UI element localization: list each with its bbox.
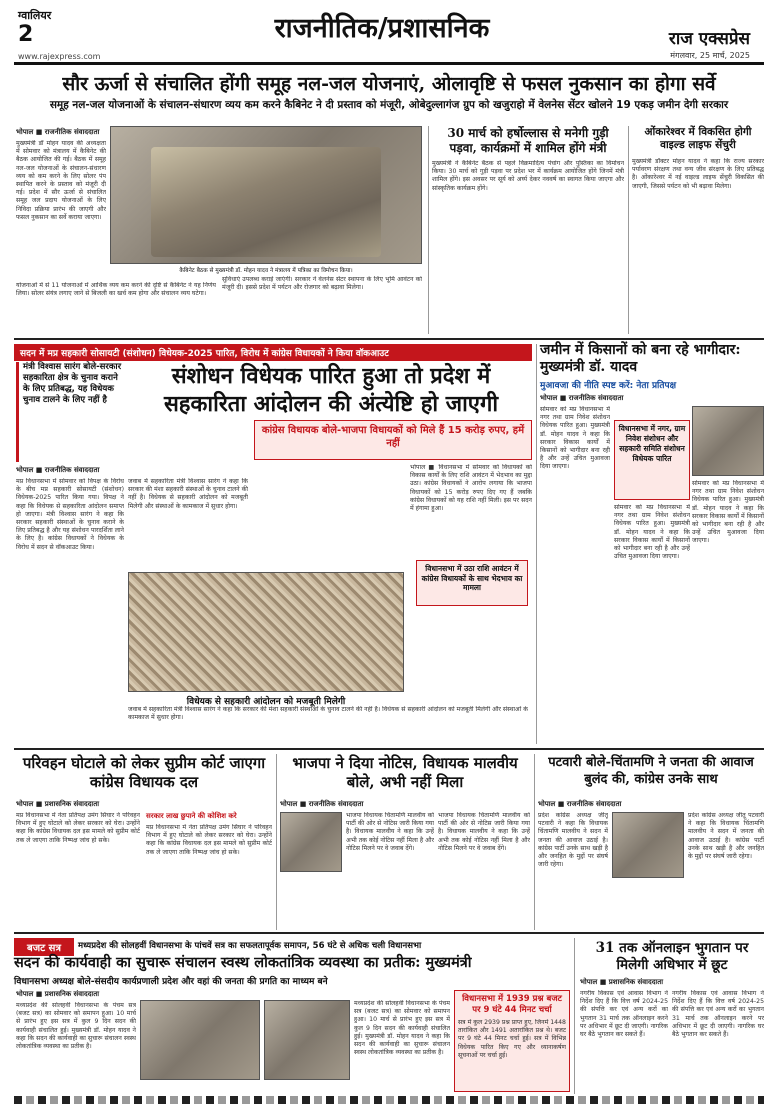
lead-headline: सौर ऊर्जा से संचालित होंगी समूह नल-जल योजनाएं, ओलावृष्टि से फसल नुकसान का होगा सर्वे <box>62 73 716 95</box>
payments-headline: 31 तक ऑनलाइन भुगतान पर मिलेगी अधिभार में छूट <box>595 940 749 973</box>
patwari-body: प्रदेश कांग्रेस अध्यक्ष जीतू पटवारी ने कहा कि विधायक चिंतामणि मालवीय ने सदन में जनता की आवाज उठाई है। कांग्रेस पार्टी उनके साथ खड़ी है और जनहित के मुद्दों पर संघर्ष जारी रहेगा। <box>538 812 608 869</box>
column-divider <box>628 126 629 334</box>
gudipadwa-headline: 30 मार्च को हर्षोल्लास से मनेगी गुड़ी पड़वा, कार्यक्रमों में शामिल होंगे मंत्री <box>447 126 609 155</box>
bjp-notice-headline: भाजपा ने दिया नोटिस, विधायक मालवीय बोले, अभी नहीं मिला <box>292 754 518 791</box>
cooperative-caption-body: जवाब में सहकारिता मंत्री विश्वास सारंग ने कहा कि सरकार की मंशा सहकारी संस्थाओं के चुनाव टालने की नहीं है। विधेयक से सहकारी आंदोलन को मजबूती मिलेगी और संस्थाओं के कामकाज में सुधार होगा। <box>128 706 528 722</box>
cooperative-photo-caption: विधेयक से सहकारी आंदोलन को मजबूती मिलेगी <box>186 697 346 707</box>
congress-box <box>254 420 532 460</box>
transport-red-label: सरकार लाख छुपाने की कोशिश करे <box>146 812 237 820</box>
lead-body-3: सुविधाएं उपलब्ध कराई जाएंगी। सरकार ने वेलनेस सेंटर स्थापना के लिए भूमि आवंटन को मंजूरी दी। इससे प्रदेश में पर्यटन और रोजगार को बढ़ावा मिलेगा। <box>222 276 422 292</box>
land-box: विधानसभा में नगर, ग्राम निवेश संशोधन और सहकारी समिति संशोधन विधेयक पारित <box>614 420 690 500</box>
lead-body-2: योजनाओं में से 11 योजनाओं में आर्थिक व्यय कम करने की दृष्टि से कैबिनेट ने यह निर्णय लिया। सोलर संयंत्र लगाए जाने से बिजली का खर्च कम होगा और संचालन व्यय घटेगा। <box>16 282 216 298</box>
lead-body: मुख्यमंत्री डॉ मोहन यादव की अध्यक्षता में सोमवार को मंत्रालय में कैबिनेट की बैठक आयोजित की गई। बैठक में समूह नल-जल योजनाओं के संचालन-संधारण व्यय को कम करने के लिए सोलर पंप स्थापित करने के प्रस्ताव को मंजूरी दी गई। प्रदेश में सौर ऊर्जा से संचालित समूह जल प्रदाय योजनाओं के लिए निविदा प्रक्रिया प्रारंभ की जाएगी और फसल नुकसान का सर्वे कराया जाएगा। <box>16 140 106 221</box>
transport-headline: परिवहन घोटाले को लेकर सुप्रीम कोर्ट जाएगा कांग्रेस विधायक दल <box>22 754 266 791</box>
patwari-body-2: प्रदेश कांग्रेस अध्यक्ष जीतू पटवारी ने कहा कि विधायक चिंतामणि मालवीय ने सदन में जनता की आवाज उठाई है। कांग्रेस पार्टी उनके साथ खड़ी है और जनहित के मुद्दों पर संघर्ष जारी रहेगा। <box>688 812 764 861</box>
payments-byline: भोपाल ■ प्रशासनिक संवाददाता <box>580 978 664 986</box>
bjp-notice-photo <box>280 812 342 872</box>
cooperative-byline: भोपाल ■ राजनीतिक संवाददाता <box>16 466 100 474</box>
section-rule <box>14 748 764 750</box>
lead-subheadline: समूह नल-जल योजनाओं के संचालन-संधारण व्यय कम करने कैबिनेट ने दी प्रस्ताव को मंजूरी, ओबेदुल्लागंज ग्रुप को खजुराहो में वेलनेस सेंटर खोलने 19 एकड़ जमीन देगी सरकार <box>49 99 729 111</box>
page-number: 2 <box>18 22 34 47</box>
cooperative-quote: मंत्री विश्वास सारंग बोले-सरकार सहकारिता क्षेत्र के चुनाव कराने के लिए प्रतिबद्ध, यह विधेयक चुनाव टालने के लिए नहीं है <box>16 362 124 462</box>
section-rule <box>14 338 764 340</box>
patwari-photo <box>612 812 684 878</box>
bjp-notice-byline: भोपाल ■ राजनीतिक संवाददाता <box>280 800 364 808</box>
land-photo <box>692 406 764 476</box>
omkareshwar-headline: ओंकारेश्वर में विकसित होगी वाइल्ड लाइफ सेंचुरी <box>644 126 752 151</box>
payments-body: नगरीय विकास एवं आवास विभाग ने निर्देश दिए हैं कि वित्त वर्ष 2024-25 की संपत्ति कर एवं अन्य करों का भुगतान 31 मार्च तक ऑनलाइन करने पर अधिभार में छूट दी जाएगी। नागरिक घर बैठे भुगतान कर सकते हैं। <box>580 990 668 1039</box>
masthead-rule <box>14 62 764 65</box>
land-body: सोमवार को मप्र विधानसभा में नगर तथा ग्राम निवेश संशोधन विधेयक पारित हुआ। मुख्यमंत्री डॉ. मोहन यादव ने कहा कि सरकार विकास कार्यों में किसानों को भागीदार बना रही है और उन्हें उचित मुआवजा दिया जाएगा। <box>540 406 610 471</box>
session-subhead: विधानसभा अध्यक्ष बोले-संसदीय कार्यप्रणाली प्रदेश और वहां की जनता की प्रगति का माध्यम बने <box>14 977 328 987</box>
section-rule <box>14 932 764 934</box>
session-photo-1 <box>140 1000 260 1080</box>
bjp-notice-body: भाजपा विधायक चिंतामणि मालवीय को पार्टी की ओर से नोटिस जारी किया गया है। विधायक मालवीय ने कहा कि उन्हें अभी तक कोई नोटिस नहीं मिला है और नोटिस मिलने पर वे जवाब देंगे। <box>346 812 434 852</box>
brand-logo: राज एक्सप्रेस <box>668 29 750 49</box>
gudipadwa-body: मुख्यमंत्री ने कैबिनेट बैठक से पहले विक्रमादित्य पंचांग और पुस्तिका का विमोचन किया। 30 मार्च को गुड़ी पड़वा पर प्रदेश भर में कार्यक्रम आयोजित होंगे जिनमें मंत्री शामिल होंगे। इस अवसर पर सूर्य को अर्घ्य देकर नववर्ष का स्वागत किया जाएगा और सांस्कृतिक कार्यक्रम होंगे। <box>432 160 624 192</box>
land-body-3: सोमवार को मप्र विधानसभा में नगर तथा ग्राम निवेश संशोधन विधेयक पारित हुआ। मुख्यमंत्री डॉ. मोहन यादव ने कहा कि सरकार विकास कार्यों में किसानों को भागीदार बना रही है और उन्हें उचित मुआवजा दिया जाएगा। <box>692 480 764 545</box>
session-tag: बजट सत्र <box>14 938 74 956</box>
transport-body-2: मप्र विधानसभा में नेता प्रतिपक्ष उमंग सिंघार ने परिवहन विभाग में हुए घोटाले को लेकर सरकार को घेरा। उन्होंने कहा कि कांग्रेस विधायक दल इस मामले को सुप्रीम कोर्ट तक ले जाएगा ताकि निष्पक्ष जांच हो सके। <box>146 824 272 856</box>
column-divider <box>536 344 537 744</box>
land-subhead: मुआवजा की नीति स्पष्ट करें: नेता प्रतिपक्ष <box>540 381 677 391</box>
patwari-byline: भोपाल ■ राजनीतिक संवाददाता <box>538 800 622 808</box>
issue-date: मंगलवार, 25 मार्च, 2025 <box>670 51 750 60</box>
session-budget-box-title: विधानसभा में 1939 प्रश्न बजट पर 9 घंटे 44 मिनट चर्चा <box>462 994 562 1015</box>
cooperative-body-2: जवाब में सहकारिता मंत्री विश्वास सारंग ने कहा कि सरकार की मंशा सहकारी संस्थाओं के चुनाव टालने की नहीं है। विधेयक से सहकारी आंदोलन को मजबूती मिलेगी और संस्थाओं के कामकाज में सुधार होगा। <box>128 478 248 510</box>
session-body: मध्यप्रदेश की सोलहवीं विधानसभा के पंचम सत्र (बजट सत्र) का सोमवार को समापन हुआ। 10 मार्च से प्रारंभ हुए इस सत्र में कुल 9 दिन सदन की कार्यवाही संचालित हुई। मुख्यमंत्री डॉ. मोहन यादव ने कहा कि सदन की कार्यवाही का सुचारू संचालन स्वस्थ लोकतांत्रिक व्यवस्था का प्रतीक है। <box>16 1002 136 1051</box>
lead-photo-caption: कैबिनेट बैठक से मुख्यमंत्री डॉ. मोहन यादव ने मंत्रालय में पत्रिका का विमोचन किया। <box>179 268 353 274</box>
cooperative-red-strip: सदन में मप्र सहकारी सोसायटी (संशोधन) विधेयक-2025 पारित, विरोध में कांग्रेस विधायकों ने किया वॉकआउट <box>14 344 532 361</box>
session-body-2: मध्यप्रदेश की सोलहवीं विधानसभा के पंचम सत्र (बजट सत्र) का सोमवार को समापन हुआ। 10 मार्च से प्रारंभ हुए इस सत्र में कुल 9 दिन सदन की कार्यवाही संचालित हुई। मुख्यमंत्री डॉ. मोहन यादव ने कहा कि सदन की कार्यवाही का सुचारू संचालन स्वस्थ लोकतांत्रिक व्यवस्था का प्रतीक है। <box>354 1000 450 1057</box>
session-strip: मध्यप्रदेश की सोलहवीं विधानसभा के पांचवें सत्र का सफलतापूर्वक समापन, 56 घंटे से अधिक चली विधानसभा <box>78 941 422 951</box>
congress-body: भोपाल ■ विधानसभा में सोमवार को विधायकों को विकास कार्यों के लिए राशि आवंटन में भेदभाव का मुद्दा उठा। कांग्रेस विधायकों ने आरोप लगाया कि भाजपा विधायकों को 15 करोड़ रुपए दिए गए हैं जबकि कांग्रेस विधायकों को यह राशि नहीं मिली। इस पर सदन में हंगामा हुआ। <box>410 464 532 513</box>
cooperative-photo <box>128 572 404 692</box>
lead-byline: भोपाल ■ राजनीतिक संवाददाता <box>16 128 100 136</box>
column-divider <box>534 754 535 930</box>
website-link[interactable]: www.rajexpress.com <box>18 52 101 61</box>
omkareshwar-body: मुख्यमंत्री डॉक्टर मोहन यादव ने कहा कि राज्य सरकार पर्यावरण संरक्षण तथा वन्य जीव संरक्षण के लिए प्रतिबद्ध है। ओंकारेश्वर में नई वाइल्ड लाइफ सेंचुरी विकसित की जाएगी, जिससे पर्यटन को भी बढ़ावा मिलेगा। <box>632 158 764 190</box>
column-divider <box>574 938 575 1094</box>
patwari-headline: पटवारी बोले-चिंतामणि ने जनता की आवाज बुलंद की, कांग्रेस उनके साथ <box>548 755 754 787</box>
cooperative-body: मप्र विधानसभा में सोमवार को विपक्ष के विरोध के बीच मप्र सहकारी सोसायटी (संशोधन) विधेयक-2025 पारित किया गया। विपक्ष ने कहा कि विधेयक से सहकारिता आंदोलन समाप्त हो जाएगा। मंत्री विश्वास सारंग ने कहा कि सरकार सहकारी संस्थाओं के चुनाव कराने के लिए प्रतिबद्ध है और यह संशोधन पारदर्शिता लाने के लिए है। कांग्रेस विधायकों ने विधेयक के विरोध में सदन से वॉकआउट किया। <box>16 478 124 551</box>
congress-inner-box: विधानसभा में उठा राशि आवंटन में कांग्रेस विधायकों के साथ भेदभाव का मामला <box>416 560 528 606</box>
bjp-notice-body-2: भाजपा विधायक चिंतामणि मालवीय को पार्टी की ओर से नोटिस जारी किया गया है। विधायक मालवीय ने कहा कि उन्हें अभी तक कोई नोटिस नहीं मिला है और नोटिस मिलने पर वे जवाब देंगे। <box>438 812 530 852</box>
congress-box-title: कांग्रेस विधायक बोले-भाजपा विधायकों को मिले हैं 15 करोड़ रुपए, हमें नहीं <box>261 425 525 449</box>
section-title: राजनीतिक/प्रशासनिक <box>274 13 490 44</box>
column-divider <box>276 754 277 930</box>
transport-body: मप्र विधानसभा में नेता प्रतिपक्ष उमंग सिंघार ने परिवहन विभाग में हुए घोटाले को लेकर सरकार को घेरा। उन्होंने कहा कि कांग्रेस विधायक दल इस मामले को सुप्रीम कोर्ट तक ले जाएगा ताकि निष्पक्ष जांच हो सके। <box>16 812 140 844</box>
lead-photo <box>110 126 422 264</box>
cooperative-headline: संशोधन विधेयक पारित हुआ तो प्रदेश में सहकारिता आंदोलन की अंत्येष्टि हो जाएगी <box>163 363 499 417</box>
session-byline: भोपाल ■ प्रशासनिक संवाददाता <box>16 990 100 998</box>
session-photo-2 <box>264 1000 350 1080</box>
transport-byline: भोपाल ■ प्रशासनिक संवाददाता <box>16 800 100 808</box>
land-headline: जमीन में किसानों को बना रहे भागीदार: मुख्यमंत्री डॉ. यादव <box>540 342 741 375</box>
payments-body-2: नगरीय विकास एवं आवास विभाग ने निर्देश दिए हैं कि वित्त वर्ष 2024-25 की संपत्ति कर एवं अन्य करों का भुगतान 31 मार्च तक ऑनलाइन करने पर अधिभार में छूट दी जाएगी। नागरिक घर बैठे भुगतान कर सकते हैं। <box>672 990 764 1039</box>
session-headline: सदन की कार्यवाही का सुचारू संचालन स्वस्थ लोकतांत्रिक व्यवस्था का प्रतीक: मुख्यमंत्री <box>14 954 472 971</box>
city-label: ग्वालियर <box>18 9 52 22</box>
session-budget-body: सत्र में कुल 2939 प्रश्न प्राप्त हुए, जिनमें 1448 तारांकित और 1491 अतारांकित प्रश्न थे। बजट पर 9 घंटे 44 मिनट चर्चा हुई। सत्र में विभिन्न विधेयक पारित किए गए और ध्यानाकर्षण सूचनाओं पर चर्चा हुई। <box>458 1019 566 1059</box>
column-divider <box>428 126 429 334</box>
session-budget-box <box>454 990 570 1092</box>
registration-marks <box>14 1096 764 1104</box>
land-body-2: सोमवार को मप्र विधानसभा में नगर तथा ग्राम निवेश संशोधन विधेयक पारित हुआ। मुख्यमंत्री डॉ. मोहन यादव ने कहा कि सरकार विकास कार्यों में किसानों को भागीदार बना रही है और उन्हें उचित मुआवजा दिया जाएगा। <box>614 504 690 561</box>
land-byline: भोपाल ■ राजनीतिक संवाददाता <box>540 394 624 402</box>
